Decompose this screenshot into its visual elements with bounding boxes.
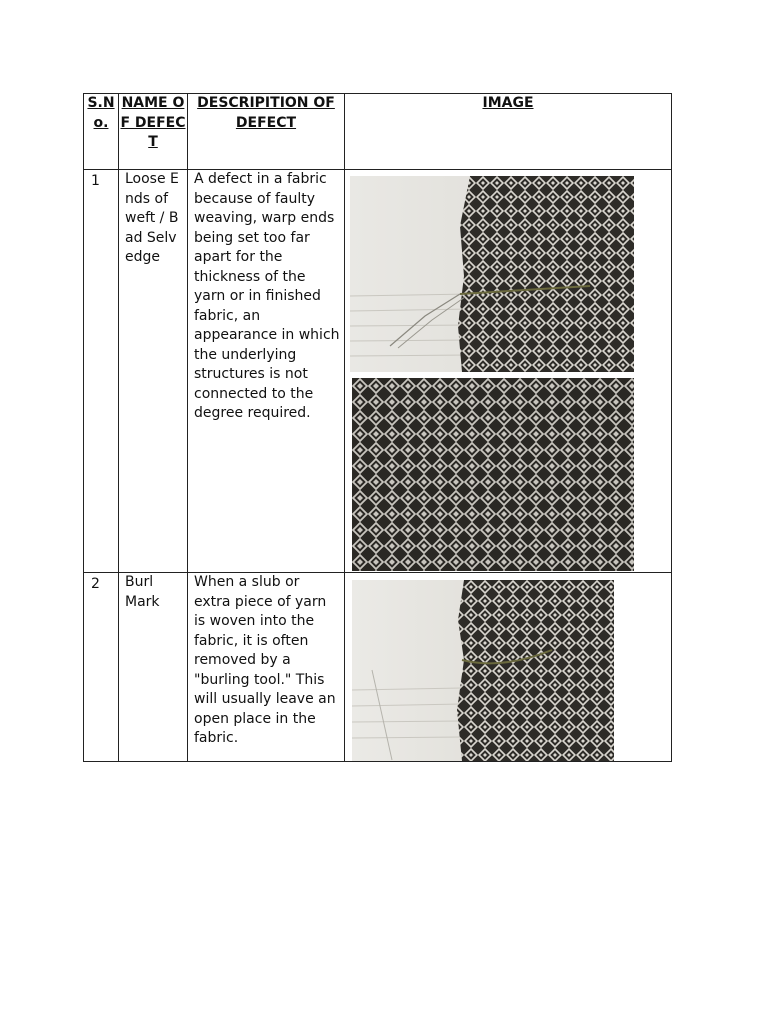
defect-description-cell: A defect in a fabric because of faulty weaving, warp ends being set too far apart for the thickness of the yarn or in finished fabric, an appearance in which the underlying structures is not connected to the degree required.	[188, 170, 345, 573]
sno-cell: 2	[84, 573, 119, 762]
fabric-photo-burl-mark	[352, 580, 614, 761]
header-image-label: IMAGE	[482, 95, 534, 111]
header-name-label: NAME OF DEFECT	[120, 95, 186, 150]
defect-name-cell: Loose Ends of weft / Bad Selvedge	[119, 170, 188, 573]
defects-table	[83, 93, 672, 762]
table-row	[84, 573, 672, 762]
fabric-photo-loose-ends	[350, 176, 634, 372]
sno-cell: 1	[84, 170, 119, 573]
defect-description-cell: When a slub or extra piece of yarn is woven into the fabric, it is often removed by a "burling tool." This will usually leave an open place in the fabric.	[188, 573, 345, 762]
header-description-label: DESCRIPITION OF DEFECT	[197, 95, 335, 131]
header-sno	[84, 94, 119, 170]
table-row	[84, 170, 672, 573]
header-sno-label: S.No.	[87, 95, 115, 131]
header-name	[119, 94, 188, 170]
defect-name-cell: Burl Mark	[119, 573, 188, 762]
header-row	[84, 94, 672, 170]
header-image	[345, 94, 672, 170]
defect-image-cell	[345, 170, 672, 573]
header-description	[188, 94, 345, 170]
fabric-photo-loose-ends-detail	[352, 378, 634, 571]
defect-image-cell	[345, 573, 672, 762]
